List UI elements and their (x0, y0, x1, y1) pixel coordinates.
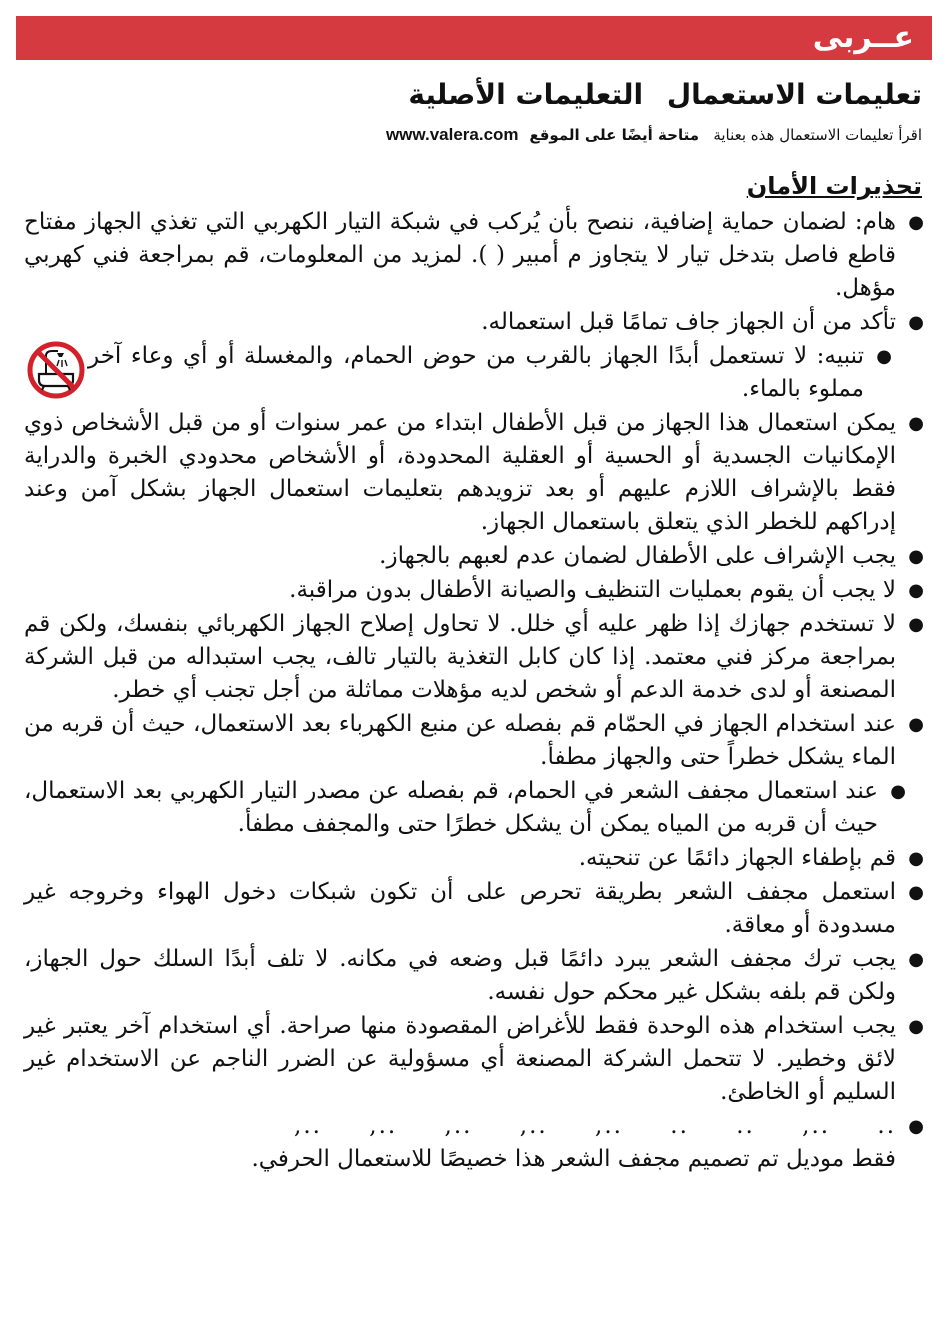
warning-item-damage: ● لا تستخدم جهازك إذا ظهر عليه أي خلل. لا تحاول إصلاح الجهاز الكهربائي بنفسك، ولكن قم بمراجعة مركز فني معتمد. إذا كان كابل التغذية بالتيار تالف، يجب استبداله من قبل الشركة المصنعة أو لدى خدمة الدعم أو شخص لديه مؤهلات مماثلة من أجل تجنب أي خطر. (24, 608, 926, 707)
subtitle-read: اقرأ تعليمات الاستعمال هذه بعناية (713, 126, 922, 144)
warning-item-bathroom: ● عند استخدام الجهاز في الحمّام قم بفصله عن منبع الكهرباء بعد الاستعمال، حيث أن قربه من الماء يشكل خطراً حتى والجهاز مطفأ. (24, 708, 926, 774)
warning-item-cleaning: ● لا يجب أن يقوم بعمليات التنظيف والصيانة الأطفال بدون مراقبة. (24, 574, 926, 607)
safety-warnings-heading: تحذيرات الأمان (746, 172, 922, 200)
warning-item-water (24, 340, 926, 406)
warning-item-professional (24, 1110, 926, 1176)
warnings-content (24, 206, 926, 1177)
warning-item-supervise: ● يجب الإشراف على الأطفال لضمان عدم لعبهم بالجهاز. (24, 540, 926, 573)
warning-item-grilles: ● استعمل مجفف الشعر بطريقة تحرص على أن تكون شبكات دخول الهواء وخروجه غير مسدودة أو معاقة. (24, 876, 926, 942)
warnings-list (24, 206, 926, 1176)
no-bath-water-icon (26, 340, 86, 400)
subtitle-line (386, 125, 922, 145)
warning-item-children-use: ● يمكن استعمال هذا الجهاز من قبل الأطفال ابتداء من عمر سنوات أو من قبل الأشخاص ذوي الإمكانيات الجسدية أو الحسية أو العقلية المحدودة، أو الأشخاص محدودي الخبرة والدراية فقط بالإشراف اللازم عليهم أو بعد تزويدهم بتعليمات استعمال الجهاز بشكل آمن وعند إدراكهم للخطر الذي يتعلق باستعمال الجهاز. (24, 407, 926, 539)
language-header-bar (16, 16, 932, 60)
warning-water-text: تنبيه: لا تستعمل أبدًا الجهاز بالقرب من حوض الحمام، والمغسلة أو أي وعاء آخر مملوء بالماء. (88, 343, 864, 402)
title-original: التعليمات الأصلية (408, 78, 644, 111)
warning-item-switch-off: ● قم بإطفاء الجهاز دائمًا عن تنحيته. (24, 842, 926, 875)
page-title (408, 78, 922, 111)
warning-item-intended-use: ● يجب استخدام هذه الوحدة فقط للأغراض المقصودة منها صراحة. أي استخدام آخر يعتبر غير لائق وخطير. لا تتحمل الشركة المصنعة أي مسؤولية عن الضرر الناجم عن الاستخدام غير السليم أو الخاطئ. (24, 1010, 926, 1109)
subtitle-available: متاحة أيضًا على الموقع (529, 126, 699, 144)
professional-use-text: فقط موديل تم تصميم مجفف الشعر هذا خصيصًا للاستعمال الحرفي. (251, 1146, 896, 1172)
warning-item-cool-cord: ● يجب ترك مجفف الشعر يبرد دائمًا قبل وضعه في مكانه. لا تلف أبدًا السلك حول الجهاز، ولكن قم بلفه بشكل غير محكم حول نفسه. (24, 943, 926, 1009)
website-link[interactable]: www.valera.com (385, 125, 519, 144)
warning-item-rcd: ● هام: لضمان حماية إضافية، ننصح بأن يُركب في شبكة التيار الكهربي التي تغذي الجهاز مفتاح قاطع فاصل بتدخل تيار لا يتجاوز م أمبير ( ). لمزيد من المعلومات، قم بمراجعة فني كهربي مؤهل. (24, 206, 926, 305)
title-instructions: تعليمات الاستعمال (666, 78, 922, 111)
warning-item-dry: ● تأكد من أن الجهاز جاف تمامًا قبل استعماله. (24, 306, 926, 339)
model-numbers-placeholder: ● .. .., .. .. .., .., .., .., .., (294, 1113, 896, 1139)
language-label: عــربى (812, 20, 914, 55)
warning-item-bathroom-dryer: ● عند استعمال مجفف الشعر في الحمام، قم بفصله عن مصدر التيار الكهربي بعد الاستعمال، حيث أن قربه من المياه يمكن أن يشكل خطرًا حتى والمجفف مطفأ. (24, 775, 926, 841)
